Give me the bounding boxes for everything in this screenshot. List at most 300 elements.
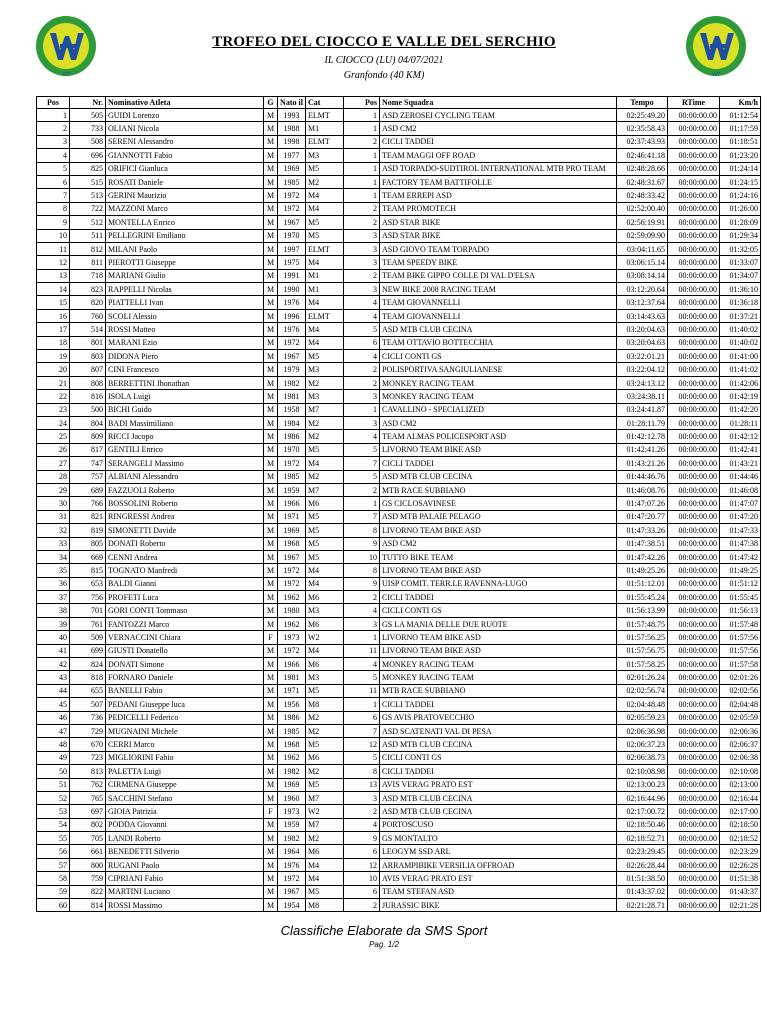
position-cell: 11 (37, 242, 70, 255)
position-cell: 13 (37, 269, 70, 282)
team-name-cell: CICLI TADDEI (380, 591, 617, 604)
gender-cell: M (264, 751, 278, 764)
speed-cell: 01:42:41 (720, 443, 761, 456)
bib-number-cell: 507 (70, 698, 106, 711)
athlete-name-cell: MARIANI Giulio (106, 269, 264, 282)
bib-number-cell: 723 (70, 751, 106, 764)
gender-cell: M (264, 564, 278, 577)
team-name-cell: FACTORY TEAM BATTIFOLLE (380, 175, 617, 188)
athlete-name-cell: PEDICELLI Federico (106, 711, 264, 724)
speed-cell: 02:02:56 (720, 684, 761, 697)
col-header: Nr. (70, 97, 106, 109)
gender-cell: M (264, 738, 278, 751)
bib-number-cell: 511 (70, 229, 106, 242)
category-cell: M4 (306, 872, 344, 885)
bib-number-cell: 804 (70, 416, 106, 429)
gender-cell: M (264, 457, 278, 470)
table-row (37, 885, 761, 898)
gender-cell: M (264, 644, 278, 657)
birth-year-cell: 1967 (278, 550, 306, 563)
category-position-cell: 6 (344, 885, 380, 898)
gender-cell: M (264, 216, 278, 229)
time-cell: 01:57:56.25 (617, 631, 668, 644)
table-row (37, 202, 761, 215)
position-cell: 19 (37, 350, 70, 363)
team-name-cell: CICLI CONTI GS (380, 350, 617, 363)
position-cell: 47 (37, 724, 70, 737)
category-cell: M5 (306, 550, 344, 563)
rtime-cell: 00:00:00.00 (668, 724, 720, 737)
speed-cell: 01:41:02 (720, 363, 761, 376)
table-row (37, 430, 761, 443)
position-cell: 6 (37, 175, 70, 188)
gender-cell: M (264, 403, 278, 416)
position-cell: 20 (37, 363, 70, 376)
birth-year-cell: 1990 (278, 283, 306, 296)
table-row (37, 497, 761, 510)
bib-number-cell: 505 (70, 109, 106, 122)
birth-year-cell: 1975 (278, 256, 306, 269)
athlete-name-cell: ROSSI Massimo (106, 899, 264, 912)
category-position-cell: 9 (344, 537, 380, 550)
birth-year-cell: 1972 (278, 872, 306, 885)
table-row (37, 550, 761, 563)
category-cell: M5 (306, 216, 344, 229)
table-row (37, 644, 761, 657)
time-cell: 01:57:56.75 (617, 644, 668, 657)
bib-number-cell: 515 (70, 175, 106, 188)
athlete-name-cell: BADI Massimiliano (106, 416, 264, 429)
speed-cell: 01:23:20 (720, 149, 761, 162)
category-cell: M3 (306, 671, 344, 684)
position-cell: 38 (37, 604, 70, 617)
team-name-cell: TUTTO BIKE TEAM (380, 550, 617, 563)
athlete-name-cell: GUIDI Lorenzo (106, 109, 264, 122)
table-row (37, 470, 761, 483)
speed-cell: 01:26:00 (720, 202, 761, 215)
table-row (37, 229, 761, 242)
time-cell: 02:05:59.23 (617, 711, 668, 724)
table-row (37, 537, 761, 550)
speed-cell: 02:05:59 (720, 711, 761, 724)
category-cell: ELMT (306, 135, 344, 148)
gender-cell: F (264, 805, 278, 818)
birth-year-cell: 1982 (278, 376, 306, 389)
bib-number-cell: 653 (70, 577, 106, 590)
birth-year-cell: 1972 (278, 564, 306, 577)
team-name-cell: TEAM GIOVANNELLI (380, 309, 617, 322)
position-cell: 60 (37, 899, 70, 912)
category-position-cell: 2 (344, 202, 380, 215)
category-cell: M1 (306, 122, 344, 135)
gender-cell: M (264, 269, 278, 282)
birth-year-cell: 1964 (278, 845, 306, 858)
position-cell: 49 (37, 751, 70, 764)
team-name-cell: ASD CM2 (380, 416, 617, 429)
table-row (37, 738, 761, 751)
athlete-name-cell: DONATI Roberto (106, 537, 264, 550)
position-cell: 26 (37, 443, 70, 456)
col-header: Tempo (617, 97, 668, 109)
category-cell: M3 (306, 390, 344, 403)
category-position-cell: 3 (344, 283, 380, 296)
rtime-cell: 00:00:00.00 (668, 751, 720, 764)
rtime-cell: 00:00:00.00 (668, 684, 720, 697)
bib-number-cell: 661 (70, 845, 106, 858)
team-name-cell: CICLI CONTI GS (380, 604, 617, 617)
bib-number-cell: 500 (70, 403, 106, 416)
position-cell: 48 (37, 738, 70, 751)
athlete-name-cell: BENEDETTI Silverio (106, 845, 264, 858)
bib-number-cell: 669 (70, 550, 106, 563)
athlete-name-cell: ORIFICI Gianluca (106, 162, 264, 175)
athlete-name-cell: ROSATI Daniele (106, 175, 264, 188)
category-position-cell: 4 (344, 658, 380, 671)
time-cell: 03:06:15.14 (617, 256, 668, 269)
birth-year-cell: 1972 (278, 336, 306, 349)
table-row (37, 872, 761, 885)
category-position-cell: 12 (344, 858, 380, 871)
bib-number-cell: 508 (70, 135, 106, 148)
table-row (37, 376, 761, 389)
position-cell: 59 (37, 885, 70, 898)
birth-year-cell: 1991 (278, 269, 306, 282)
category-cell: M4 (306, 256, 344, 269)
table-row (37, 832, 761, 845)
position-cell: 43 (37, 671, 70, 684)
category-cell: M5 (306, 885, 344, 898)
col-header: Nato il (278, 97, 306, 109)
team-name-cell: CICLI TADDEI (380, 135, 617, 148)
time-cell: 02:06:37.23 (617, 738, 668, 751)
category-position-cell: 6 (344, 845, 380, 858)
speed-cell: 01:40:02 (720, 336, 761, 349)
speed-cell: 01:51:38 (720, 872, 761, 885)
birth-year-cell: 1968 (278, 738, 306, 751)
category-position-cell: 1 (344, 497, 380, 510)
col-header: Nominativo Atleta (106, 97, 264, 109)
rtime-cell: 00:00:00.00 (668, 416, 720, 429)
bib-number-cell: 822 (70, 885, 106, 898)
table-row (37, 791, 761, 804)
team-name-cell: GS CICLOSAVINESE (380, 497, 617, 510)
table-row (37, 416, 761, 429)
athlete-name-cell: CERRI Marco (106, 738, 264, 751)
speed-cell: 01:32:05 (720, 242, 761, 255)
time-cell: 02:18:50.46 (617, 818, 668, 831)
time-cell: 03:22:04.12 (617, 363, 668, 376)
category-position-cell: 9 (344, 577, 380, 590)
gender-cell: M (264, 122, 278, 135)
team-name-cell: JURASSIC BIKE (380, 899, 617, 912)
time-cell: 01:43:37.02 (617, 885, 668, 898)
birth-year-cell: 1966 (278, 497, 306, 510)
athlete-name-cell: BALDI Gianni (106, 577, 264, 590)
birth-year-cell: 1968 (278, 537, 306, 550)
team-name-cell: LEOGYM SSD ARL (380, 845, 617, 858)
speed-cell: 01:40:02 (720, 323, 761, 336)
bib-number-cell: 821 (70, 510, 106, 523)
speed-cell: 01:57:56 (720, 631, 761, 644)
rtime-cell: 00:00:00.00 (668, 122, 720, 135)
bib-number-cell: 814 (70, 899, 106, 912)
birth-year-cell: 1956 (278, 698, 306, 711)
category-cell: M4 (306, 202, 344, 215)
time-cell: 02:13:00.23 (617, 778, 668, 791)
speed-cell: 01:47:20 (720, 510, 761, 523)
position-cell: 32 (37, 524, 70, 537)
category-cell: M6 (306, 591, 344, 604)
position-cell: 58 (37, 872, 70, 885)
time-cell: 02:48:28.66 (617, 162, 668, 175)
gender-cell: M (264, 872, 278, 885)
position-cell: 53 (37, 805, 70, 818)
birth-year-cell: 1958 (278, 403, 306, 416)
birth-year-cell: 1969 (278, 524, 306, 537)
position-cell: 54 (37, 818, 70, 831)
category-position-cell: 10 (344, 550, 380, 563)
position-cell: 46 (37, 711, 70, 724)
category-cell: M8 (306, 698, 344, 711)
bib-number-cell: 800 (70, 858, 106, 871)
time-cell: 01:43:21.26 (617, 457, 668, 470)
team-name-cell: NEW BIKE 2008 RACING TEAM (380, 283, 617, 296)
position-cell: 27 (37, 457, 70, 470)
position-cell: 41 (37, 644, 70, 657)
gender-cell: M (264, 550, 278, 563)
position-cell: 33 (37, 537, 70, 550)
speed-cell: 01:47:38 (720, 537, 761, 550)
position-cell: 1 (37, 109, 70, 122)
athlete-name-cell: LANDI Roberto (106, 832, 264, 845)
speed-cell: 01:18:51 (720, 135, 761, 148)
gender-cell: M (264, 658, 278, 671)
rtime-cell: 00:00:00.00 (668, 510, 720, 523)
bib-number-cell: 701 (70, 604, 106, 617)
bib-number-cell: 819 (70, 524, 106, 537)
rtime-cell: 00:00:00.00 (668, 617, 720, 630)
birth-year-cell: 1986 (278, 430, 306, 443)
birth-year-cell: 1993 (278, 109, 306, 122)
category-cell: M2 (306, 416, 344, 429)
rtime-cell: 00:00:00.00 (668, 309, 720, 322)
rtime-cell: 00:00:00.00 (668, 738, 720, 751)
speed-cell: 01:47:33 (720, 524, 761, 537)
bib-number-cell: 670 (70, 738, 106, 751)
team-name-cell: ASD MTB CLUB CECINA (380, 738, 617, 751)
birth-year-cell: 1996 (278, 309, 306, 322)
table-row (37, 564, 761, 577)
team-name-cell: MTB RACE SUBBIANO (380, 684, 617, 697)
birth-year-cell: 1967 (278, 885, 306, 898)
category-position-cell: 4 (344, 309, 380, 322)
speed-cell: 01:56:13 (720, 604, 761, 617)
time-cell: 02:46:41.18 (617, 149, 668, 162)
position-cell: 35 (37, 564, 70, 577)
time-cell: 02:06:36.98 (617, 724, 668, 737)
birth-year-cell: 1962 (278, 617, 306, 630)
gender-cell: M (264, 149, 278, 162)
gender-cell: M (264, 724, 278, 737)
table-row (37, 363, 761, 376)
team-name-cell: ASD SCATENATI VAL DI PESA (380, 724, 617, 737)
position-cell: 12 (37, 256, 70, 269)
category-cell: M5 (306, 738, 344, 751)
time-cell: 02:01:26.24 (617, 671, 668, 684)
team-name-cell: MONKEY RACING TEAM (380, 671, 617, 684)
table-row (37, 591, 761, 604)
gender-cell: M (264, 845, 278, 858)
table-row (37, 122, 761, 135)
athlete-name-cell: RUGANI Paolo (106, 858, 264, 871)
col-header: Pos (37, 97, 70, 109)
time-cell: 01:51:12.01 (617, 577, 668, 590)
speed-cell: 02:16:44 (720, 791, 761, 804)
athlete-name-cell: MONTELLA Enrico (106, 216, 264, 229)
table-row (37, 390, 761, 403)
rtime-cell: 00:00:00.00 (668, 443, 720, 456)
gender-cell: M (264, 858, 278, 871)
athlete-name-cell: GENTILI Enrico (106, 443, 264, 456)
table-row (37, 189, 761, 202)
athlete-name-cell: RAPPELLI Nicolas (106, 283, 264, 296)
time-cell: 02:59:09.90 (617, 229, 668, 242)
athlete-name-cell: GERINI Maurizio (106, 189, 264, 202)
table-row (37, 336, 761, 349)
gender-cell: M (264, 175, 278, 188)
birth-year-cell: 1962 (278, 591, 306, 604)
bib-number-cell: 759 (70, 872, 106, 885)
category-cell: M3 (306, 363, 344, 376)
category-cell: ELMT (306, 242, 344, 255)
time-cell: 02:37:43.93 (617, 135, 668, 148)
birth-year-cell: 1962 (278, 751, 306, 764)
category-cell: M4 (306, 323, 344, 336)
rtime-cell: 00:00:00.00 (668, 711, 720, 724)
gender-cell: M (264, 684, 278, 697)
gender-cell: M (264, 577, 278, 590)
logo-text-left: WT (62, 72, 70, 78)
category-cell: M5 (306, 443, 344, 456)
gender-cell: M (264, 698, 278, 711)
team-name-cell: ASD MTB CLUB CECINA (380, 791, 617, 804)
position-cell: 4 (37, 149, 70, 162)
birth-year-cell: 1959 (278, 483, 306, 496)
time-cell: 01:47:07.26 (617, 497, 668, 510)
team-name-cell: ASD ZEROSEI CYCLING TEAM (380, 109, 617, 122)
birth-year-cell: 1971 (278, 684, 306, 697)
gender-cell: M (264, 791, 278, 804)
category-cell: W2 (306, 631, 344, 644)
time-cell: 02:10:08.98 (617, 765, 668, 778)
time-cell: 01:57:48.75 (617, 617, 668, 630)
category-cell: ELMT (306, 109, 344, 122)
category-position-cell: 1 (344, 109, 380, 122)
position-cell: 23 (37, 403, 70, 416)
category-position-cell: 5 (344, 671, 380, 684)
table-row (37, 309, 761, 322)
athlete-name-cell: MARANI Ezio (106, 336, 264, 349)
rtime-cell: 00:00:00.00 (668, 858, 720, 871)
birth-year-cell: 1982 (278, 832, 306, 845)
page-title: TROFEO DEL CIOCCO E VALLE DEL SERCHIO (212, 34, 556, 50)
category-cell: M5 (306, 510, 344, 523)
gender-cell: M (264, 336, 278, 349)
birth-year-cell: 1976 (278, 858, 306, 871)
category-cell: M4 (306, 296, 344, 309)
team-name-cell: POLISPORTIVA SANGIULIANESE (380, 363, 617, 376)
bib-number-cell: 807 (70, 363, 106, 376)
team-name-cell: GS MONTALTO (380, 832, 617, 845)
bib-number-cell: 765 (70, 791, 106, 804)
bib-number-cell: 817 (70, 443, 106, 456)
speed-cell: 01:41:00 (720, 350, 761, 363)
rtime-cell: 00:00:00.00 (668, 135, 720, 148)
team-name-cell: TEAM OTTAVIO BOTTECCHIA (380, 336, 617, 349)
gender-cell: M (264, 363, 278, 376)
position-cell: 34 (37, 550, 70, 563)
birth-year-cell: 1988 (278, 122, 306, 135)
gender-cell: M (264, 765, 278, 778)
rtime-cell: 00:00:00.00 (668, 162, 720, 175)
athlete-name-cell: PODDA Giovanni (106, 818, 264, 831)
time-cell: 03:20:04.63 (617, 323, 668, 336)
time-cell: 02:48:31.67 (617, 175, 668, 188)
team-name-cell: LIVORNO TEAM BIKE ASD (380, 524, 617, 537)
speed-cell: 01:24:14 (720, 162, 761, 175)
category-position-cell: 6 (344, 336, 380, 349)
bib-number-cell: 718 (70, 269, 106, 282)
athlete-name-cell: SCOLI Alessio (106, 309, 264, 322)
athlete-name-cell: CENNI Andrea (106, 550, 264, 563)
category-position-cell: 2 (344, 216, 380, 229)
athlete-name-cell: BOSSOLINI Roberto (106, 497, 264, 510)
bib-number-cell: 818 (70, 671, 106, 684)
gender-cell: M (264, 416, 278, 429)
table-row (37, 604, 761, 617)
category-cell: M5 (306, 350, 344, 363)
athlete-name-cell: BANELLI Fabio (106, 684, 264, 697)
rtime-cell: 00:00:00.00 (668, 658, 720, 671)
category-cell: M7 (306, 791, 344, 804)
bib-number-cell: 825 (70, 162, 106, 175)
time-cell: 02:52:00.40 (617, 202, 668, 215)
gender-cell: M (264, 350, 278, 363)
category-position-cell: 2 (344, 135, 380, 148)
athlete-name-cell: SIMONETTI Davide (106, 524, 264, 537)
birth-year-cell: 1966 (278, 658, 306, 671)
position-cell: 8 (37, 202, 70, 215)
table-row (37, 724, 761, 737)
time-cell: 03:24:13.12 (617, 376, 668, 389)
athlete-name-cell: SERANGELI Massimo (106, 457, 264, 470)
birth-year-cell: 1960 (278, 791, 306, 804)
time-cell: 02:35:58.43 (617, 122, 668, 135)
birth-year-cell: 1972 (278, 644, 306, 657)
gender-cell: M (264, 497, 278, 510)
gender-cell: M (264, 832, 278, 845)
gender-cell: M (264, 430, 278, 443)
position-cell: 55 (37, 832, 70, 845)
rtime-cell: 00:00:00.00 (668, 149, 720, 162)
table-row (37, 858, 761, 871)
gender-cell: M (264, 591, 278, 604)
category-position-cell: 3 (344, 229, 380, 242)
category-position-cell: 3 (344, 416, 380, 429)
logo-text-right: WT (712, 72, 720, 78)
athlete-name-cell: MILANI Paolo (106, 242, 264, 255)
rtime-cell: 00:00:00.00 (668, 591, 720, 604)
